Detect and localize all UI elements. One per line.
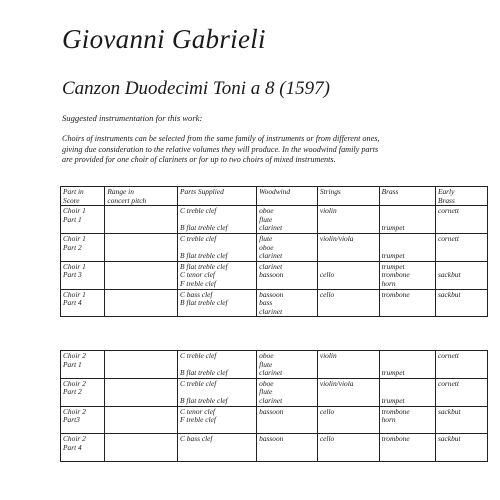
cell-line: B flat treble clef xyxy=(180,251,228,261)
cell-line xyxy=(63,280,102,289)
cell-line: flute xyxy=(259,214,273,224)
cell-line xyxy=(107,435,175,444)
table-cell xyxy=(257,434,318,462)
cell-line xyxy=(320,416,377,425)
cell-line: B flat treble clef xyxy=(180,298,228,308)
cell-line xyxy=(259,425,315,434)
cell-line xyxy=(320,252,377,261)
cell-line xyxy=(438,299,485,308)
cell-line xyxy=(382,207,433,216)
cell-line xyxy=(438,444,485,453)
table-cell xyxy=(379,406,435,434)
cell-line: Choir 2 xyxy=(63,351,86,360)
table-cell xyxy=(105,378,178,406)
table-cell xyxy=(379,261,435,289)
cell-line: clarinet xyxy=(259,251,283,261)
table-cell xyxy=(178,187,257,206)
cell-line: B flat treble clef xyxy=(180,395,228,405)
cell-line: clarinet xyxy=(259,368,283,378)
cell-line xyxy=(107,263,175,272)
table-row xyxy=(61,406,488,434)
table-cell xyxy=(105,187,178,206)
cell-line xyxy=(438,425,485,434)
cell-line: Part 1 xyxy=(63,214,82,224)
cell-line xyxy=(438,224,485,233)
table-cell xyxy=(257,351,318,379)
table-cell xyxy=(379,187,435,206)
cell-line: cello xyxy=(319,270,335,280)
cell-line: Parts Supplied xyxy=(180,187,224,196)
table-cell xyxy=(435,289,487,317)
cell-line xyxy=(382,299,433,308)
table-row xyxy=(61,378,488,406)
cell-line xyxy=(107,408,175,417)
table-cell xyxy=(105,351,178,379)
table-cell xyxy=(105,206,178,234)
table-cell xyxy=(257,289,318,317)
cell-line: cornett xyxy=(437,378,459,388)
cell-line: bassoon xyxy=(259,434,284,444)
table-cell xyxy=(379,233,435,261)
cell-line xyxy=(107,453,175,462)
cell-line: flute xyxy=(259,387,273,397)
table-row xyxy=(61,434,488,462)
cell-line: Score xyxy=(63,195,80,205)
cell-line xyxy=(320,216,377,225)
cell-line xyxy=(438,388,485,397)
cell-line xyxy=(382,444,433,453)
paragraph-line: giving due consideration to the relative volumes they will produce. In the woodwind family parts xyxy=(62,144,379,154)
table-cell xyxy=(317,406,379,434)
table-cell xyxy=(257,187,318,206)
table-cell xyxy=(317,378,379,406)
cell-line: bassoon xyxy=(259,289,284,299)
cell-line: violin/viola xyxy=(319,378,354,388)
cell-line: Brass xyxy=(381,187,399,196)
cell-line xyxy=(180,197,254,206)
cell-line xyxy=(438,280,485,289)
composer-name: Giovanni Gabrieli xyxy=(62,24,266,54)
cell-line xyxy=(107,416,175,425)
table-cell xyxy=(317,289,379,317)
cell-line xyxy=(320,369,377,378)
instrumentation-paragraph xyxy=(62,134,492,166)
cell-line: violin/viola xyxy=(319,233,354,243)
table-row xyxy=(61,187,488,206)
cell-line: trumpet xyxy=(381,368,405,378)
cell-line xyxy=(107,380,175,389)
cell-line: C bass clef xyxy=(180,434,213,444)
cell-line: trumpet xyxy=(381,261,405,271)
table-cell xyxy=(105,233,178,261)
cell-line xyxy=(320,224,377,233)
cell-line: oboe xyxy=(259,206,274,216)
cell-line: concert pitch xyxy=(107,195,147,205)
cell-line: Part 1 xyxy=(63,359,82,369)
cell-line: Part 3 xyxy=(63,270,82,280)
cell-line xyxy=(63,224,102,233)
cell-line: trombone xyxy=(381,406,410,416)
table-cell xyxy=(435,434,487,462)
cell-line xyxy=(107,425,175,434)
cell-line xyxy=(107,388,175,397)
table-row xyxy=(61,206,488,234)
cell-line xyxy=(320,388,377,397)
cell-line: trombone xyxy=(381,434,410,444)
cell-line xyxy=(63,308,102,317)
table-cell xyxy=(257,406,318,434)
table-cell xyxy=(379,206,435,234)
cell-line xyxy=(107,397,175,406)
table-cell xyxy=(178,289,257,317)
cell-line: cornett xyxy=(437,351,459,360)
cell-line xyxy=(382,308,433,317)
table-cell xyxy=(435,187,487,206)
cell-line xyxy=(107,299,175,308)
cell-line xyxy=(382,352,433,361)
cell-line: Woodwind xyxy=(259,187,291,196)
cell-line xyxy=(438,244,485,253)
table-cell xyxy=(61,434,105,462)
cell-line: cello xyxy=(319,289,335,299)
cell-line: clarinet xyxy=(259,261,283,271)
cell-line xyxy=(63,397,102,406)
cell-line xyxy=(382,235,433,244)
cell-line xyxy=(63,453,102,462)
table-cell xyxy=(257,233,318,261)
cell-line xyxy=(107,369,175,378)
cell-line: Choir 1 xyxy=(63,206,86,216)
cell-line: Strings xyxy=(319,187,341,196)
table-cell xyxy=(257,206,318,234)
cell-line xyxy=(63,369,102,378)
cell-line: oboe xyxy=(259,242,274,252)
table-row xyxy=(61,261,488,289)
cell-line: flute xyxy=(259,359,273,369)
table-cell xyxy=(61,351,105,379)
cell-line xyxy=(107,271,175,280)
cell-line: oboe xyxy=(259,351,274,360)
table-cell xyxy=(317,187,379,206)
cell-line: B flat treble clef xyxy=(180,368,228,378)
cell-line xyxy=(382,197,433,206)
table-cell xyxy=(317,351,379,379)
cell-line: Choir 1 xyxy=(63,261,86,271)
cell-line: Part 2 xyxy=(63,387,82,397)
cell-line: C treble clef xyxy=(180,351,217,360)
cell-line: trombone xyxy=(381,289,410,299)
cell-line: F treble clef xyxy=(180,278,216,288)
table-cell xyxy=(178,406,257,434)
cell-line xyxy=(180,453,254,462)
instrumentation-heading: Suggested instrumentation for this work: xyxy=(62,113,203,123)
cell-line: sackbut xyxy=(437,289,461,299)
table-cell xyxy=(178,261,257,289)
cell-line: horn xyxy=(381,415,396,425)
cell-line xyxy=(180,425,254,434)
table-row xyxy=(61,351,488,379)
cell-line: trumpet xyxy=(381,223,405,233)
cell-line: Choir 2 xyxy=(63,434,86,444)
cell-line xyxy=(438,397,485,406)
cell-line: cornett xyxy=(437,206,459,216)
table-cell xyxy=(435,233,487,261)
table-cell xyxy=(61,261,105,289)
table-cell xyxy=(61,206,105,234)
paragraph-line: are provided for one choir of clarinets or for up to two choirs of mixed instruments. xyxy=(62,155,336,165)
cell-line: sackbut xyxy=(437,270,461,280)
cell-line: violin xyxy=(319,206,337,216)
cell-line: F treble clef xyxy=(180,415,216,425)
cell-line: Range in xyxy=(107,187,134,196)
table-cell xyxy=(105,289,178,317)
table-cell xyxy=(61,289,105,317)
cell-line: flute xyxy=(259,233,273,243)
cell-line: sackbut xyxy=(437,434,461,444)
cell-line: horn xyxy=(381,278,396,288)
table-cell xyxy=(379,351,435,379)
cell-line xyxy=(438,252,485,261)
table-cell xyxy=(317,206,379,234)
cell-line: cello xyxy=(319,406,335,416)
cell-line: C treble clef xyxy=(180,206,217,216)
table-row xyxy=(61,289,488,317)
cell-line xyxy=(107,224,175,233)
cell-line: clarinet xyxy=(259,306,283,316)
cell-line xyxy=(259,444,315,453)
cell-line: Part 4 xyxy=(63,298,82,308)
table-cell xyxy=(317,434,379,462)
table-cell xyxy=(257,378,318,406)
paragraph-line: Choirs of instruments can be selected from the same family of instruments or from different ones, xyxy=(62,134,380,143)
table-row xyxy=(61,233,488,261)
cell-line xyxy=(320,425,377,434)
table-cell xyxy=(61,187,105,206)
cell-line: Part 4 xyxy=(63,442,82,452)
cell-line: Part in xyxy=(63,187,84,196)
cell-line: cello xyxy=(319,434,335,444)
cell-line: clarinet xyxy=(259,395,283,405)
cell-line: Choir 1 xyxy=(63,233,86,243)
cell-line xyxy=(438,308,485,317)
cell-line: C treble clef xyxy=(180,233,217,243)
cell-line xyxy=(259,416,315,425)
cell-line xyxy=(259,280,315,289)
cell-line: sackbut xyxy=(437,406,461,416)
table-cell xyxy=(379,289,435,317)
cell-line: bassoon xyxy=(259,270,284,280)
choir-2-table xyxy=(60,350,488,462)
cell-line: violin xyxy=(319,351,337,360)
cell-line xyxy=(438,361,485,370)
table-cell xyxy=(61,233,105,261)
cell-line xyxy=(107,252,175,261)
cell-line xyxy=(382,453,433,462)
table-cell xyxy=(379,378,435,406)
cell-line xyxy=(438,453,485,462)
cell-line xyxy=(107,291,175,300)
cell-line: B flat treble clef xyxy=(180,261,228,271)
cell-line: trumpet xyxy=(381,251,405,261)
table-cell xyxy=(435,261,487,289)
work-title: Canzon Duodecimi Toni a 8 (1597) xyxy=(62,78,330,99)
table-cell xyxy=(379,434,435,462)
cell-line: trombone xyxy=(381,270,410,280)
cell-line xyxy=(320,299,377,308)
cell-line: C treble clef xyxy=(180,378,217,388)
cell-line xyxy=(320,361,377,370)
cell-line: B flat treble clef xyxy=(180,223,228,233)
cell-line xyxy=(107,207,175,216)
table-cell xyxy=(178,434,257,462)
cell-line xyxy=(107,235,175,244)
cell-line: Choir 1 xyxy=(63,289,86,299)
cell-line xyxy=(107,216,175,225)
table-cell xyxy=(317,261,379,289)
cell-line: C bass clef xyxy=(180,289,213,299)
cell-line xyxy=(63,425,102,434)
table-cell xyxy=(435,351,487,379)
cell-line: Part 2 xyxy=(63,242,82,252)
cell-line xyxy=(320,244,377,253)
cell-line xyxy=(63,252,102,261)
table-cell xyxy=(178,351,257,379)
choir-1-table xyxy=(60,186,488,317)
table-cell xyxy=(317,233,379,261)
cell-line xyxy=(107,352,175,361)
cell-line: trumpet xyxy=(381,395,405,405)
cell-line xyxy=(320,280,377,289)
cell-line: Choir 2 xyxy=(63,406,86,416)
cell-line: Brass xyxy=(437,195,455,205)
cell-line xyxy=(438,416,485,425)
cell-line xyxy=(320,397,377,406)
cell-line xyxy=(382,380,433,389)
table-cell xyxy=(435,406,487,434)
table-cell xyxy=(105,406,178,434)
table-cell xyxy=(105,434,178,462)
cell-line: cornett xyxy=(437,233,459,243)
cell-line xyxy=(438,369,485,378)
cell-line: C tenor clef xyxy=(180,270,215,280)
cell-line: Part3 xyxy=(63,415,80,425)
table-cell xyxy=(61,406,105,434)
cell-line: C tenor clef xyxy=(180,406,215,416)
table-cell xyxy=(178,233,257,261)
cell-line xyxy=(320,453,377,462)
cell-line xyxy=(382,425,433,434)
cell-line xyxy=(107,244,175,253)
cell-line xyxy=(107,361,175,370)
cell-line xyxy=(107,444,175,453)
cell-line xyxy=(107,280,175,289)
table-cell xyxy=(61,378,105,406)
table-cell xyxy=(435,206,487,234)
cell-line: Choir 2 xyxy=(63,378,86,388)
cell-line xyxy=(259,197,315,206)
table-cell xyxy=(257,261,318,289)
table-cell xyxy=(178,378,257,406)
cell-line xyxy=(438,216,485,225)
cell-line: oboe xyxy=(259,378,274,388)
cell-line xyxy=(320,444,377,453)
cell-line xyxy=(180,308,254,317)
table-cell xyxy=(178,206,257,234)
cell-line xyxy=(180,444,254,453)
cell-line: clarinet xyxy=(259,223,283,233)
cell-line xyxy=(259,453,315,462)
cell-line xyxy=(320,308,377,317)
cell-line xyxy=(107,308,175,317)
table-cell xyxy=(105,261,178,289)
table-cell xyxy=(435,378,487,406)
cell-line: bass xyxy=(259,298,273,308)
cell-line: Early xyxy=(437,187,455,196)
cell-line: bassoon xyxy=(259,406,284,416)
cell-line xyxy=(320,197,377,206)
